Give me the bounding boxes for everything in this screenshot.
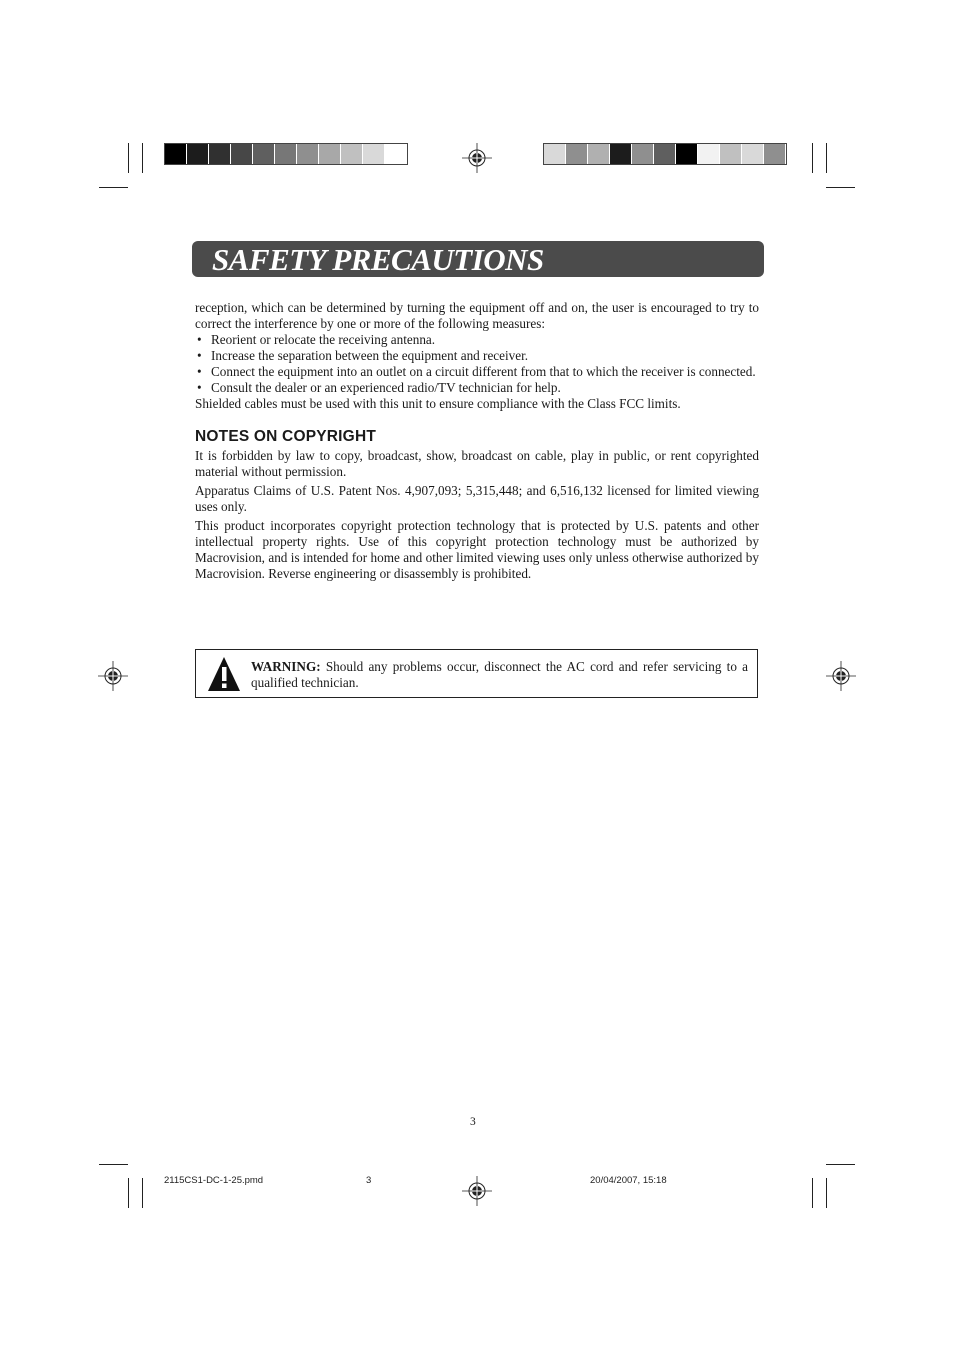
color-swatch [566, 144, 588, 164]
registration-mark-icon [462, 143, 492, 173]
color-swatch [610, 144, 632, 164]
registration-mark-icon [462, 1176, 492, 1206]
list-item: • Consult the dealer or an experienced radio/TV technician for help. [195, 380, 759, 396]
crop-mark [826, 143, 827, 173]
color-swatch [275, 144, 297, 164]
color-swatch [209, 144, 231, 164]
color-swatch [341, 144, 363, 164]
copyright-paragraph: Apparatus Claims of U.S. Patent Nos. 4,907,093; 5,315,448; and 6,516,132 licensed for limited viewing uses only. [195, 483, 759, 514]
color-swatch [231, 144, 253, 164]
list-item: • Increase the separation between the equipment and receiver. [195, 348, 759, 364]
color-swatch [764, 144, 786, 164]
warning-text [251, 659, 748, 691]
crop-mark [142, 1178, 143, 1208]
crop-mark [826, 187, 855, 188]
color-swatch [297, 144, 319, 164]
color-swatch [676, 144, 698, 164]
list-item: • Reorient or relocate the receiving antenna. [195, 332, 759, 348]
page-number: 3 [470, 1116, 476, 1128]
footer-datetime: 20/04/2007, 15:18 [590, 1175, 667, 1186]
warning-label: WARNING: [251, 659, 321, 674]
crop-mark [826, 1164, 855, 1165]
crop-mark [99, 187, 128, 188]
exclamation-triangle-icon [207, 656, 241, 692]
warning-box [195, 649, 758, 698]
color-calibration-bar-right [543, 143, 787, 165]
crop-mark [812, 1178, 813, 1208]
color-swatch [588, 144, 610, 164]
crop-mark [142, 143, 143, 173]
color-swatch [319, 144, 341, 164]
color-swatch [544, 144, 566, 164]
crop-mark [99, 1164, 128, 1165]
copyright-paragraph: This product incorporates copyright protection technology that is protected by U.S. patents and other intellectual property rights. Use of this copyright protection technology must be authorized by Macrovision, and is intended for home and other limited viewing uses only unless otherwise authorized by Macrovision. Reverse engineering or disassembly is prohibited. [195, 518, 759, 581]
color-swatch [698, 144, 720, 164]
crop-mark [826, 1178, 827, 1208]
copyright-heading: NOTES ON COPYRIGHT [195, 428, 377, 445]
footer-page: 3 [366, 1175, 372, 1186]
registration-mark-icon [98, 661, 128, 691]
shielded-cables-note: Shielded cables must be used with this unit to ensure compliance with the Class FCC limits. [195, 396, 681, 411]
crop-mark [128, 1178, 129, 1208]
registration-mark-icon [826, 661, 856, 691]
color-swatch [720, 144, 742, 164]
copyright-paragraph: It is forbidden by law to copy, broadcast, show, broadcast on cable, play in public, or rent copyrighted material without permission. [195, 448, 759, 479]
color-swatch [632, 144, 654, 164]
color-swatch [253, 144, 275, 164]
crop-mark [128, 143, 129, 173]
color-swatch [654, 144, 676, 164]
color-swatch [187, 144, 209, 164]
color-swatch [385, 144, 407, 164]
main-content [195, 300, 759, 582]
warning-message: Should any problems occur, disconnect the AC cord and refer servicing to a qualified technician. [251, 659, 749, 690]
color-swatch [165, 144, 187, 164]
color-swatch [742, 144, 764, 164]
crop-mark [812, 143, 813, 173]
footer-filename: 2115CS1-DC-1-25.pmd [164, 1175, 264, 1186]
list-item: • Connect the equipment into an outlet on a circuit different from that to which the receiver is connected. [195, 364, 759, 380]
page-title: SAFETY PRECAUTIONS [212, 242, 544, 277]
color-calibration-bar-left [164, 143, 408, 165]
color-swatch [363, 144, 385, 164]
intro-paragraph: reception, which can be determined by turning the equipment off and on, the user is encouraged to try to correct the interference by one or more of the following measures: [195, 300, 759, 331]
